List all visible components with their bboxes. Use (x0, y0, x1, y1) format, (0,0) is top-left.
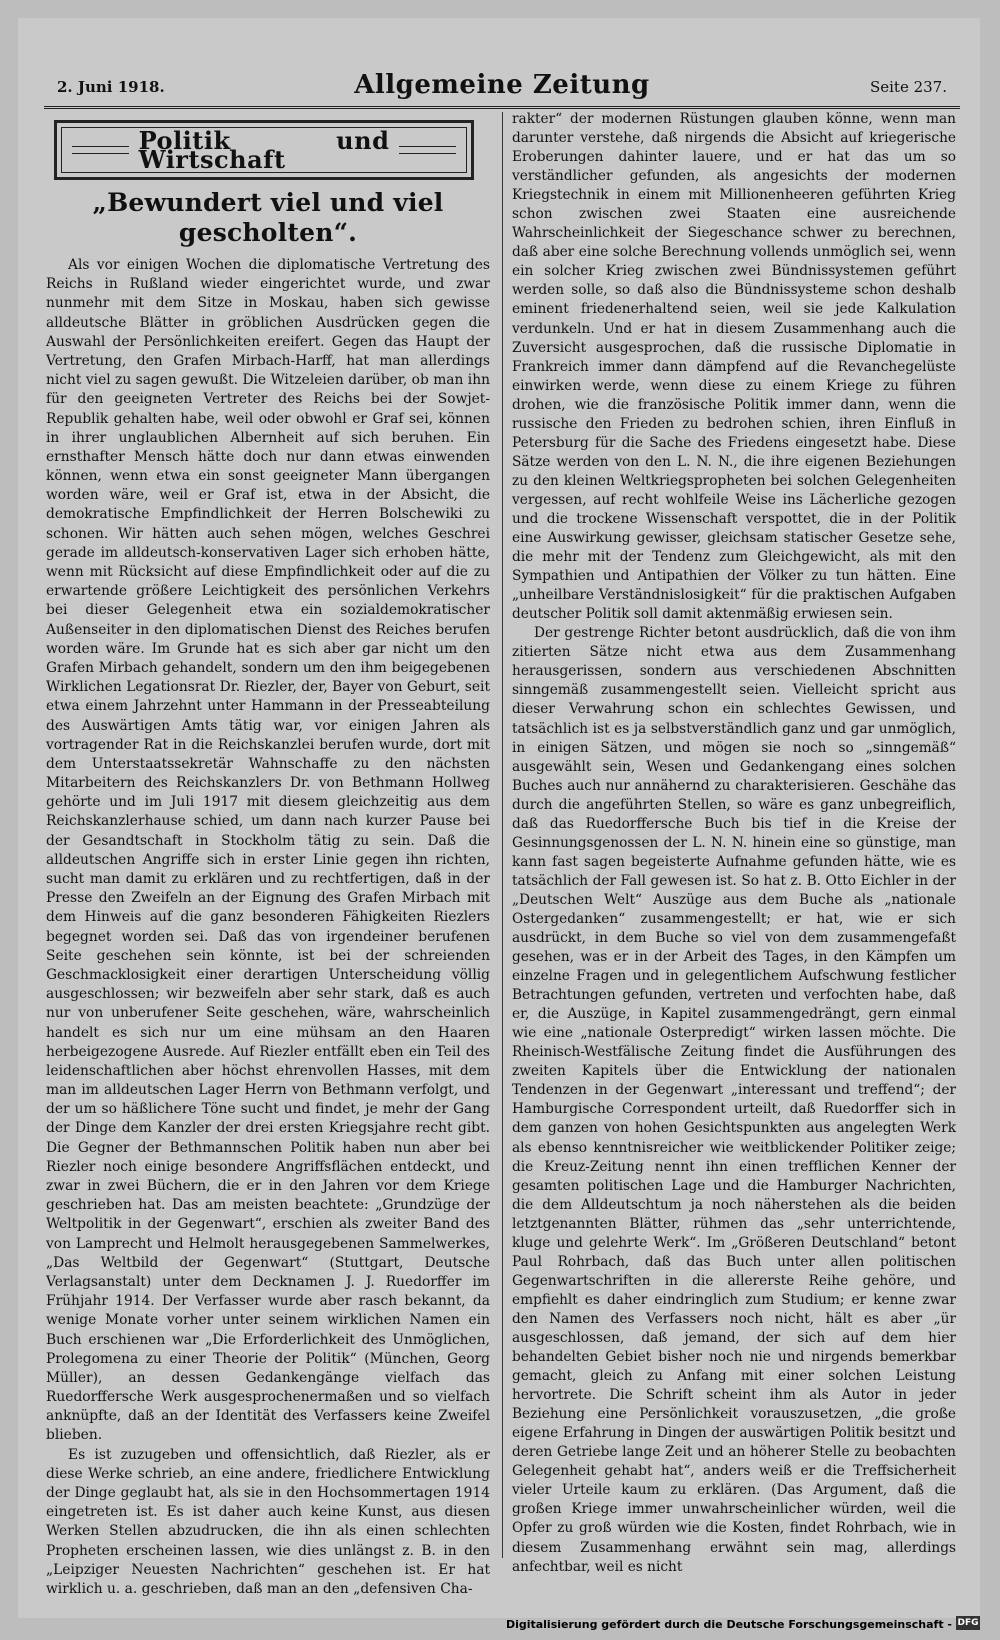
article-headline: „Bewundert viel und viel gescholten“. (92, 188, 444, 247)
ornament-right (399, 146, 456, 154)
dfg-logo: DFG (957, 1618, 979, 1628)
article-paragraph: Es ist zuzugeben und offensichtlich, daß Riezler, als er diese Werke schrieb, an eine andere, friedlichere Entwicklung der Dinge geglaubt hat, als sie in den Hochsommertagen 1914 eingetreten ist. Es ist daher auch keine Kunst, aus diesen Werken Stellen abzudrucken, die ihn als einen schlechten Propheten erscheinen lassen, wie dies unlängst z. B. in den „Leipziger Neuesten Nachrichten“ geschehen ist. Er hat wirklich u. a. geschrieben, daß man an den „defensiven Cha- (46, 1446, 490, 1597)
article-paragraph: Der gestrenge Richter betont ausdrücklich, daß die von ihm zitierten Sätze nicht etwa aus dem Zusammenhang herausgerissen, sondern aus verschiedenen Abschnitten sinngemäß zusammengestellt seien. Vielleicht spricht aus dieser Verwahrung schon ein schlechtes Gewissen, und tatsächlich ist es ja selbstverständlich ganz und gar unmöglich, in einigen Sätzen, und mögen sie noch so „sinngemäß“ ausgewählt sein, Wesen und Gedankengang eines solchen Buches auch nur annähernd zu charakterisieren. Geschähe das durch die angeführten Stellen, so wäre es ganz unbegreiflich, daß das Ruedorffersche Buch bis tief in die Kreise der Gesinnungsgenossen der L. N. N. hinein eine so günstige, man kann fast sagen begeisterte Aufnahme gefunden hätte, wie es tatsächlich der Fall gewesen ist. So hat z. B. Otto Eichler in der „Deutschen Welt“ Auszüge aus dem Buche als „nationale Ostergedanken“ zusammengestellt; er hat, wie er sich ausdrückt, in dem Buche so viel von dem zusammengefaßt gesehen, was er in der Arbeit des Tages, in den Kämpfen um einzelne Fragen und in gelegentlichem Aufschwung festlicher Betrachtungen gefunden, vertreten und verfochten habe, daß er, die Auszüge, in Kapitel zusammengedrängt, gern einmal wie eine „nationale Osterpredigt“ wirken lassen möchte. Die Rheinisch-Westfälische Zeitung findet die Ausführungen des zweiten Kapitels über die Entwicklung der nationalen Tendenzen in der Gegenwart „interessant und treffend“; der Hamburgische Correspondent urteilt, daß Ruedorffer sich in dem ganzen von hohen Gesichtspunkten aus angelegten Werk als ebenso kenntnisreicher wie weitblickender Politiker zeige; die Kreuz-Zeitung nennt ihn einen trefflichen Kenner der gesamten politischen Lage und die Hamburger Nachrichten, die dem Alldeutschtum ja noch näherstehen als die beiden letztgenannten Blätter, rühmen das „sehr unterrichtende, kluge und gelehrte Werk“. Im „Größeren Deutschland“ betont Paul Rohrbach, daß das Buch unter allen politischen Gegenwartschriften in die allererste Reihe gehöre, und empfiehlt es daher eindringlich zum Studium; er kenne zwar den Namen des Verfassers noch nicht, hält es aber „ür ausgeschlossen, daß jemand, der sich auf dem hier behandelten Gebiet bisher noch nie und nirgends bemerkbar gemacht, gleich zu Anfang mit einer solchen Leistung hervortrete. Die Schrift scheint ihm als Autor in jeder Beziehung eine Persönlichkeit vorauszusetzen, „die große eigene Erfahrung in Dingen der auswärtigen Politik besitzt und deren Getriebe lange Zeit und an höherer Stelle zu beobachten Gelegenheit gehabt hat“, anders weiß er die Treffsicherheit vieler Urteile kaum zu erklären. (Das Argument, daß die großen Kriege immer unwahrscheinlicher würden, weil die Opfer zu groß würden wie die Kosten, findet Rohrbach, wie in diesem Zusammenhang erwähnt sein mag, allerdings anfechtbar, weil es nicht (512, 625, 956, 1575)
article-paragraph: Als vor einigen Wochen die diplomatische Vertretung des Reichs in Rußland wieder eingerichtet wurde, und zwar nunmehr mit dem Sitze in Moskau, haben sich gewisse alldeutsche Blätter in gröblichen Ausdrücken gegen die Auswahl der Persönlichkeiten ereifert. Gegen das Haupt der Vertretung, den Grafen Mirbach-Harff, hat man allerdings nicht viel zu sagen gewußt. Die Witzeleien darüber, ob man ihn für den geeigneten Vertreter des Reichs bei der Sowjet-Republik gehalten habe, weil oder obwohl er Graf sei, können in ihrer unglaublichen Albernheit auf sich beruhen. Ein ernsthafter Mensch hätte doch nur dann etwas einwenden können, wenn etwa ein sonst geeigneter Mann übergangen worden wäre, weil er Graf ist, etwa in der Absicht, die demokratische Empfindlichkeit der Herren Bolschewiki zu schonen. Wir hätten auch sehen mögen, welches Geschrei gerade im alldeutsch-konservativen Lager sich erhoben hätte, wenn mit Rücksicht auf diese Empfindlichkeit oder auf die zu erwartende größere Leichtigkeit des persönlichen Verkehrs bei dieser Gelegenheit etwa ein sozialdemokratischer Außenseiter in den diplomatischen Dienst des Reiches berufen worden wäre. Im Grunde hat es sich aber gar nicht um den Grafen Mirbach gehandelt, sondern um den ihm beigegebenen Wirklichen Legationsrat Dr. Riezler, der, Bayer von Geburt, seit etwa einem Jahrzehnt unter Hammann in der Presseabteilung des Auswärtigen Amts tätig war, vor einigen Jahren als vortragender Rat in die Reichskanzlei berufen wurde, dort mit dem Unterstaatssekretär Wahnschaffe zu den nächsten Mitarbeitern des Reichskanzlers Dr. von Bethmann Hollweg gehörte und im Juli 1917 mit diesem gleichzeitig aus dem Reichskanzlerhause schied, um dann nach kurzer Pause bei der Gesandtschaft in Stockholm tätig zu sein. Daß die alldeutschen Angriffe sich in erster Linie gegen ihn richten, sucht man damit zu erklären und zu rechtfertigen, daß in der Presse den Zweifeln an der Eignung des Grafen Mirbach mit dem Hinweis auf die ganz besonderen Fähigkeiten Riezlers begegnet worden sei. Daß das von irgendeiner berufenen Seite geschehen sein könnte, ist bei der schreienden Geschmacklosigkeit einer derartigen Unterscheidung völlig ausgeschlossen; wir bezweifeln aber sehr stark, daß es auch nur von unberufener Seite geschehen, wäre, wahrscheinlich handelt es sich nur um eine mühsam an den Haaren herbeigezogene Ausrede. Auf Riezler entfällt eben ein Teil des leidenschaftlichen aber höchst ehrenvollen Hasses, mit dem man im alldeutschen Lager Herrn von Bethmann verfolgt, und der um so häßlichere Töne sucht und findet, je mehr der Gang der Dinge dem Kanzler der drei ersten Kriegsjahre recht gibt. Die Gegner der Bethmannschen Politik haben nun aber bei Riezler noch einige besondere Angriffsflächen entdeckt, und zwar in zwei Büchern, die er in den Jahren vor dem Kriege geschrieben hat. Das am meisten beachtete: „Grundzüge der Weltpolitik in der Gegenwart“, erschien als zweiter Band des von Lamprecht und Helmolt herausgegebenen Sammelwerkes, „Das Weltbild der Gegenwart“ (Stuttgart, Deutsche Verlagsanstalt) unter dem Decknamen J. J. Ruedorffer im Frühjahr 1914. Der Verfasser wurde aber rasch bekannt, da wenige Monate vorher unter seinem wirklichen Namen ein Buch erschienen war „Die Erforderlichkeit des Unmöglichen, Prolegomena zu einer Theorie der Politik“ (München, Georg Müller), an dessen Gedankengänge vielfach das Ruedorffersche Werk ausgesprochenermaßen und so vielfach anknüpfte, daß an der Identität des Verfassers keine Zweifel blieben. (46, 257, 490, 1444)
page-number: Seite 237. (869, 78, 947, 96)
left-column (46, 118, 490, 1599)
right-column (512, 110, 956, 1577)
issue-date: 2. Juni 1918. (57, 78, 165, 96)
column-divider (502, 112, 503, 1558)
page-header (57, 70, 947, 102)
digitization-credit (505, 1614, 980, 1634)
article-paragraph: rakter“ der modernen Rüstungen glauben könne, wenn man darunter verstehe, daß nirgends die Absicht auf kriegerische Eroberungen dahinter lauere, und er hat das um so verständlicher gefunden, als angesichts der modernen Kriegstechnik in einem mit Millionenheeren geführten Krieg schon zwischen zwei Staaten eine ausreichende Wahrscheinlichkeit der Siegeschance schwer zu berechnen, daß aber eine solche Berechnung vollends unmöglich sei, wenn ein solcher Krieg zwischen zwei Bündnissystemen geführt werden solle, so daß also die Bündnissysteme schon deshalb eminent friedenerhaltend seien, weil sie jede Kalkulation verdunkeln. Und er hat in diesem Zusammenhang auch die Zuversicht ausgesprochen, daß die russische Diplomatie in Frankreich immer dann dämpfend auf die Revanchegelüste einwirken werde, wenn diese zu einem Kriege zu führen drohen, wie die französische Politik immer dann, wenn die russische den Frieden zu bedrohen schien, ihren Einfluß in Petersburg für die Sache des Friedens eingesetzt habe. Diese Sätze werden von den L. N. N., die ihre eigenen Beziehungen zu den kleinen Weltkriegspropheten bei solchen Gelegenheiten vergessen, auf recht wohlfeile Weise ins Lächerliche gezogen und die trockene Wissenschaft verspottet, die in der Politik eine Auswirkung gewisser, gleichsam statischer Gesetze sehe, die mehr mit der Tendenz zum Gleichgewicht, als mit den Sympathien und Antipathien der Völker zu tun hätten. Eine „unheilbare Verständnislosigkeit“ für die praktischen Aufgaben deutscher Politik soll damit aktenmäßig erwiesen sein. (512, 111, 956, 623)
ornament-left (72, 146, 129, 154)
section-title: Politik und Wirtschaft (138, 125, 390, 174)
credit-text: Digitalisierung gefördert durch die Deutsche Forschungsgemeinschaft - (505, 1618, 952, 1631)
masthead: Allgemeine Zeitung (354, 70, 650, 100)
section-box (54, 120, 474, 180)
header-rule (44, 106, 960, 109)
